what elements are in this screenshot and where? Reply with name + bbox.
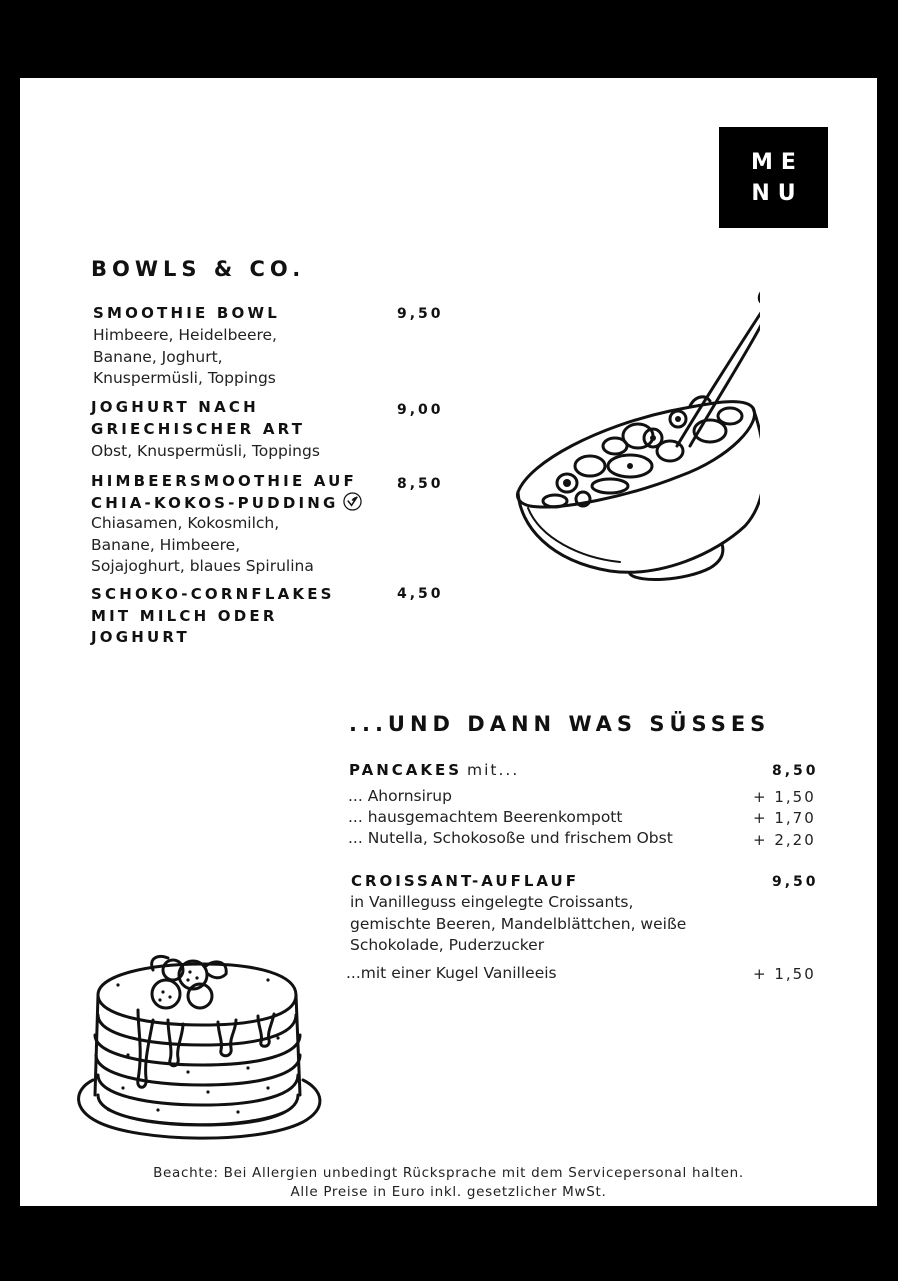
footer	[20, 1164, 877, 1201]
item-name-line: SMOOTHIE BOWL	[93, 304, 280, 322]
item-desc-joghurt	[91, 441, 320, 463]
item-desc-line: Knuspermüsli, Toppings	[93, 369, 276, 387]
sweets-heading: ...UND DANN WAS SÜSSES	[349, 712, 771, 736]
pancakes-option-price: + 1,70	[753, 809, 816, 827]
pancakes-option-label: ... Nutella, Schokosoße und frischem Obst	[348, 829, 673, 847]
item-desc-line: Sojajoghurt, blaues Spirulina	[91, 557, 314, 575]
item-desc-smoothie-bowl	[93, 325, 277, 390]
bowls-heading: BOWLS & CO.	[91, 257, 306, 281]
vegan-icon	[343, 492, 362, 511]
menu-badge-line2: NU	[751, 180, 804, 206]
menu-page	[20, 78, 877, 1206]
item-name-line: MIT MILCH ODER	[91, 606, 278, 625]
item-price: 4,50	[397, 586, 444, 602]
croissant-name: CROISSANT-AUFLAUF	[351, 872, 579, 890]
croissant-extra-price: + 1,50	[753, 965, 816, 983]
item-name-joghurt	[91, 397, 305, 440]
item-name-line: JOGHURT	[91, 628, 190, 646]
pancakes-suffix: mit...	[467, 761, 520, 779]
croissant-desc-line: gemischte Beeren, Mandelblättchen, weiße	[350, 914, 687, 933]
item-name-line: HIMBEERSMOOTHIE AUF	[91, 472, 357, 490]
pancakes-title	[349, 761, 519, 779]
pancake-illustration	[68, 950, 328, 1150]
item-name-himbeersmoothie	[91, 471, 362, 514]
croissant-price: 9,50	[772, 874, 819, 890]
menu-badge	[719, 127, 828, 228]
pancakes-option-label: ... hausgemachtem Beerenkompott	[348, 808, 623, 826]
bowl-illustration	[510, 286, 760, 586]
croissant-desc-line: in Vanilleguss eingelegte Croissants,	[350, 893, 634, 911]
menu-badge-line1: ME	[751, 149, 804, 175]
item-desc-line: Banane, Joghurt,	[93, 347, 223, 366]
item-name-line: GRIECHISCHER ART	[91, 419, 306, 438]
croissant-desc-line: Schokolade, Puderzucker	[350, 936, 545, 954]
item-price: 8,50	[397, 476, 444, 492]
item-name-line: JOGHURT NACH	[91, 398, 259, 416]
item-desc-line: Himbeere, Heidelbeere,	[93, 326, 277, 344]
item-desc-line: Banane, Himbeere,	[91, 535, 241, 554]
item-name-smoothie-bowl	[93, 303, 280, 325]
croissant-desc	[350, 892, 686, 957]
pancakes-name: PANCAKES	[349, 761, 463, 779]
item-name-cornflakes	[91, 584, 335, 649]
item-name-text: CHIA-KOKOS-PUDDING	[91, 493, 339, 512]
item-name-line	[91, 493, 362, 515]
item-name-line: SCHOKO-CORNFLAKES	[91, 585, 335, 603]
item-desc-line: Obst, Knuspermüsli, Toppings	[91, 442, 320, 460]
item-desc-himbeersmoothie	[91, 513, 314, 578]
item-price: 9,50	[397, 306, 444, 322]
item-price: 9,00	[397, 402, 444, 418]
pancakes-option-price: + 1,50	[753, 788, 816, 806]
pancakes-option-label: ... Ahornsirup	[348, 787, 452, 805]
pancakes-price: 8,50	[772, 763, 819, 779]
croissant-extra-label: ...mit einer Kugel Vanilleeis	[346, 964, 557, 982]
footer-price-note: Alle Preise in Euro inkl. gesetzlicher MwSt.	[290, 1183, 607, 1200]
item-desc-line: Chiasamen, Kokosmilch,	[91, 514, 280, 532]
pancakes-option-price: + 2,20	[753, 831, 816, 849]
footer-allergy-note: Beachte: Bei Allergien unbedingt Rücksprache mit dem Servicepersonal halten.	[153, 1165, 744, 1181]
